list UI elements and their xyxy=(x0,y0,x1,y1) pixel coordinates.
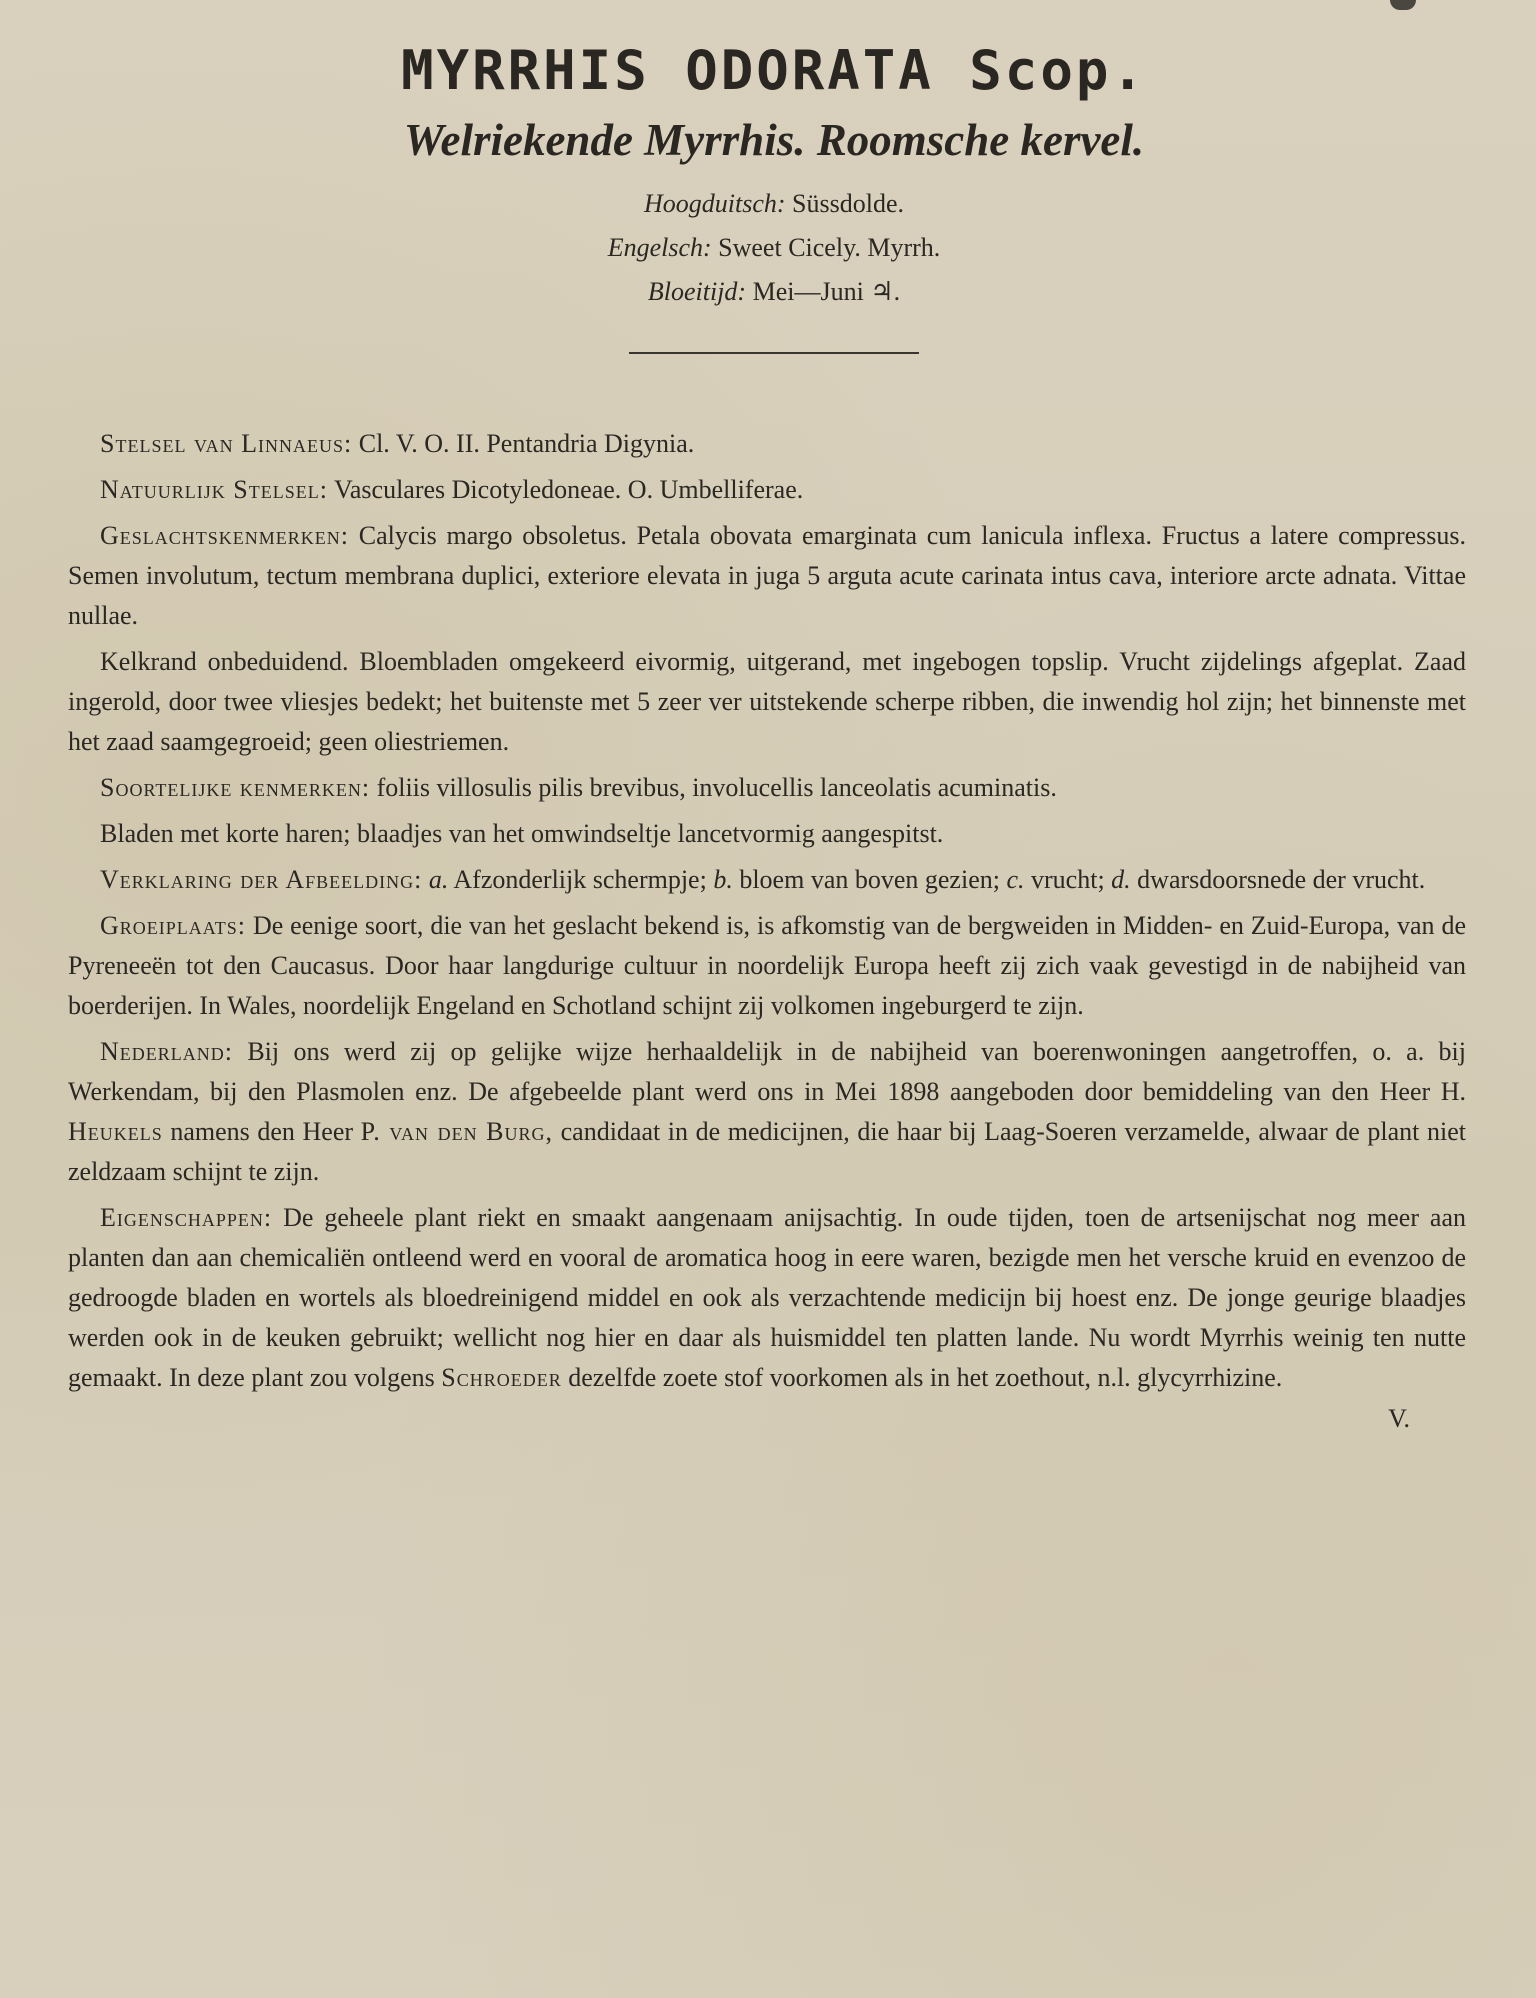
para-bladen xyxy=(68,814,1466,854)
text-kelkrand: Kelkrand onbeduidend. Bloembladen omgekeerd eivormig, uitgerand, met ingebogen topslip. Vrucht zijdelings afgeplat. Zaad ingerold, door twee vliesjes bedekt; het buitenste met 5 zeer ver uitstekende scherpe ribben, die inwendig hol zijn; het binnenste met het zaad saamgegroeid; geen oliestriemen. xyxy=(68,647,1466,756)
fig-c-text: vrucht; xyxy=(1031,865,1105,894)
para-verklaring xyxy=(68,860,1466,900)
name-german xyxy=(68,182,1480,226)
name-german-label: Hoogduitsch: xyxy=(643,189,786,218)
name-schroeder: Schroeder xyxy=(441,1363,562,1392)
para-groeiplaats xyxy=(68,906,1466,1026)
divider-rule xyxy=(629,352,919,354)
flowering-time-label: Bloeitijd: xyxy=(647,277,747,306)
para-linnaeus xyxy=(68,424,1466,464)
common-names xyxy=(68,182,1480,314)
fig-d-label: d. xyxy=(1111,865,1131,894)
flowering-time-value: Mei—Juni ♃. xyxy=(752,277,901,306)
text-soortelijke: foliis villosulis pilis brevibus, involucellis lanceolatis acuminatis. xyxy=(376,773,1057,802)
label-verklaring: Verklaring der Afbeelding: xyxy=(100,865,423,894)
label-linnaeus: Stelsel van Linnaeus: xyxy=(100,429,353,458)
name-english-value: Sweet Cicely. Myrrh. xyxy=(718,233,941,262)
name-german-value: Süssdolde. xyxy=(792,189,904,218)
ink-spot xyxy=(1390,0,1416,10)
text-geslachtskenmerken: Calycis margo obsoletus. Petala obovata emarginata cum lanicula inflexa. Fructus a latere compressus. Semen involutum, tectum membrana duplici, exteriore elevata in juga 5 arguta acute carinata intus cava, interiore arcte adnata. Vittae nullae. xyxy=(68,521,1467,630)
para-kelkrand xyxy=(68,642,1466,762)
name-english-label: Engelsch: xyxy=(607,233,712,262)
body-text xyxy=(68,424,1466,1398)
author-signature: V. xyxy=(1388,1404,1410,1433)
fig-b-text: bloem van boven gezien; xyxy=(739,865,1000,894)
para-nederland xyxy=(68,1032,1466,1192)
text-nederland-3: candidaat in de medicijnen, die haar bij Laag-Soeren verzamelde, alwaar de plant niet zeldzaam schijnt te zijn. xyxy=(68,1117,1466,1186)
name-english xyxy=(68,226,1480,270)
text-natuurlijk: Vasculares Dicotyledoneae. O. Umbelliferae. xyxy=(333,475,804,504)
fig-b-label: b. xyxy=(713,865,733,894)
label-geslachtskenmerken: Geslachtskenmerken: xyxy=(100,521,350,550)
para-eigenschappen xyxy=(68,1198,1466,1398)
label-nederland: Nederland: xyxy=(100,1037,233,1066)
species-title: MYRRHIS ODORATA Scop. xyxy=(401,39,1147,102)
fig-c-label: c. xyxy=(1006,865,1025,894)
fig-a-text: Afzonderlijk schermpje; xyxy=(453,865,707,894)
label-groeiplaats: Groeiplaats: xyxy=(100,911,247,940)
para-geslachtskenmerken xyxy=(68,516,1466,636)
text-nederland-1: Bij ons werd zij op gelijke wijze herhaaldelijk in de nabijheid van boerenwoningen aangetroffen, o. a. bij Werkendam, bij den Plasmolen enz. De afgebeelde plant werd ons in Mei 1898 aangeboden door bemiddeling van den Heer H. xyxy=(68,1037,1466,1106)
fig-a-label: a. xyxy=(428,865,449,894)
text-linnaeus: Cl. V. O. II. Pentandria Digynia. xyxy=(358,429,695,458)
flowering-time xyxy=(68,270,1480,314)
label-natuurlijk: Natuurlijk Stelsel: xyxy=(100,475,328,504)
text-nederland-2: namens den Heer xyxy=(170,1117,354,1146)
dutch-title: Welriekende Myrrhis. Roomsche kervel. xyxy=(403,115,1145,165)
text-bladen: Bladen met korte haren; blaadjes van het omwindseltje lancetvormig aangespitst. xyxy=(100,819,944,848)
para-soortelijke xyxy=(68,768,1466,808)
para-natuurlijk xyxy=(68,470,1466,510)
label-soortelijke: Soortelijke kenmerken: xyxy=(100,773,371,802)
name-heukels: Heukels xyxy=(68,1117,163,1146)
label-eigenschappen: Eigenschappen: xyxy=(100,1203,273,1232)
name-van-den-burg: P. van den Burg, xyxy=(360,1117,554,1146)
text-eigenschappen-2: dezelfde zoete stof voorkomen als in het zoethout, n.l. glycyrrhizine. xyxy=(568,1363,1283,1392)
text-groeiplaats: De eenige soort, die van het geslacht bekend is, is afkomstig van de bergweiden in Midden- en Zuid-Europa, van de Pyreneeën tot den Caucasus. Door haar langdurige cultuur in noordelijk Europa heeft zij zich vaak gevestigd in de nabijheid van boerderijen. In Wales, noordelijk Engeland en Schotland schijnt zij volkomen ingeburgerd te zijn. xyxy=(68,911,1467,1020)
fig-d-text: dwarsdoorsnede der vrucht. xyxy=(1137,865,1426,894)
text-eigenschappen-1: De geheele plant riekt en smaakt aangenaam anijsachtig. In oude tijden, toen de artsenijschat nog meer aan planten dan aan chemicaliën ontleend werd en vooral de aromatica hoog in eere waren, bezigde men het versche kruid en evenzoo de gedroogde bladen en wortels als bloedreinigend middel en ook als verzachtende medicijn bij hoest enz. De jonge geurige blaadjes werden ook in de keuken gebruikt; wellicht nog hier en daar als huismiddel ten platten lande. Nu wordt Myrrhis weinig ten nutte gemaakt. In deze plant zou volgens xyxy=(68,1203,1467,1392)
